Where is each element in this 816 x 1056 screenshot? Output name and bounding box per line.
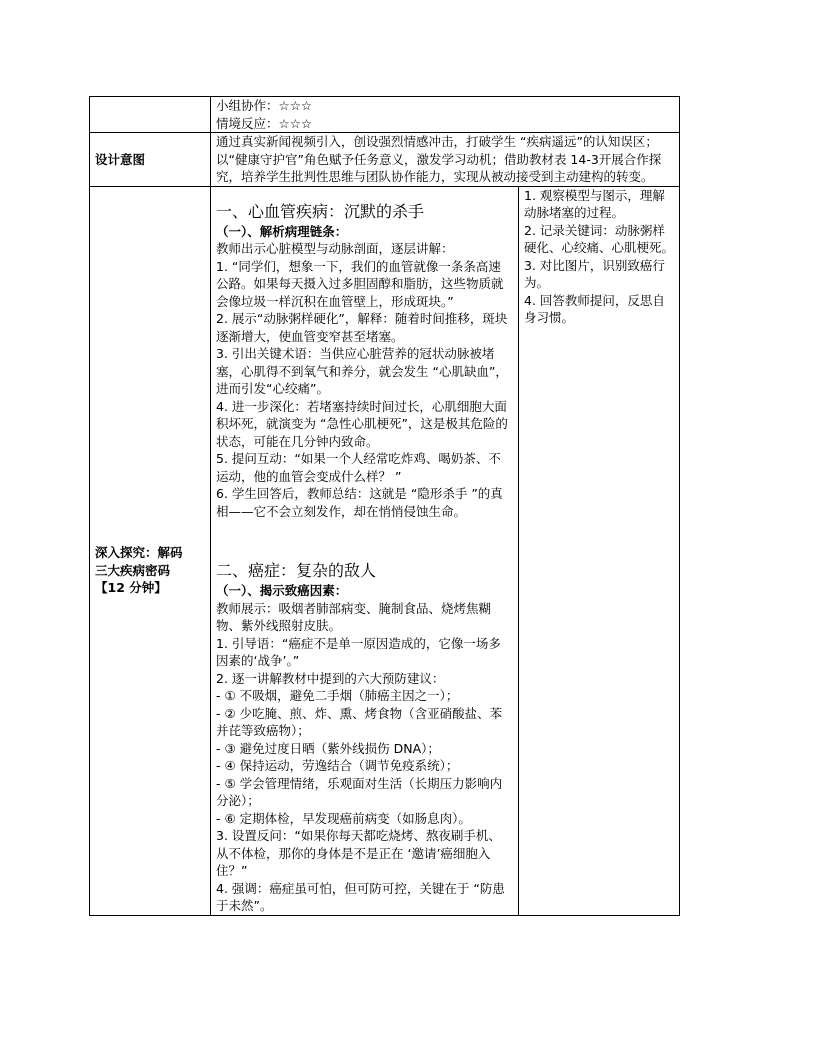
main-activity-label-line: 深入探究：解码 — [95, 545, 183, 561]
main-activity-row — [90, 186, 680, 915]
student-activity-item: 2. 记录关键词：动脉粥样硬化、心绞痛、心肌梗死。 — [524, 222, 675, 255]
main-activity-label — [90, 186, 211, 915]
section-spacer — [216, 520, 513, 546]
section2-line: - ① 不吸烟，避免二手烟（肺癌主因之一）； — [216, 688, 459, 703]
section2-heading: 二、癌症：复杂的敌人 — [216, 561, 377, 580]
section2-line: - ② 少吃腌、煎、炸、熏、烤食物（含亚硝酸盐、苯并芘等致癌物）； — [216, 705, 503, 738]
section1-subheading: （一）、解析病理链条： — [216, 223, 348, 239]
student-activity-item: 1. 观察模型与图示，理解动脉堵塞的过程。 — [524, 187, 665, 220]
rating-teamwork: 小组协作：☆☆☆ — [216, 98, 313, 113]
section1-line: 6. 学生回答后，教师总结：这就是 “隐形杀手 ”的真相——它不会立刻发作，却在悄悄侵蚀生命。 — [216, 486, 503, 519]
ratings-label-cell — [90, 97, 211, 133]
student-activity-item: 4. 回答教师提问，反思自身习惯。 — [524, 292, 665, 325]
section1-line: 4. 进一步深化：若堵塞持续时间过长，心肌细胞大面积坏死，就演变为 “急性心肌梗死”，这是极其危险的状态，可能在几分钟内致命。 — [216, 398, 508, 449]
design-intent-row — [90, 133, 680, 187]
section2-line: 3. 设置反问：“如果你每天都吃烧烤、熬夜刷手机、从不体检，那你的身体是不是正在 ‘邀请’癌细胞入住？” — [216, 828, 501, 878]
ratings-row — [90, 97, 680, 133]
section2-line: 教师展示：吸烟者肺部病变、腌制食品、烧烤焦糊物、紫外线照射皮肤。 — [216, 600, 492, 633]
rating-situation-response: 情境反应：☆☆☆ — [216, 115, 313, 131]
section1-line: 3. 引出关键术语：当供应心脏营养的冠状动脉被堵塞，心肌得不到氧气和养分，就会发生 “心肌缺血”，进而引发“心绞痛”。 — [216, 346, 508, 396]
section1-line: 1. “同学们，想象一下，我们的血管就像一条条高速公路。如果每天摄入过多胆固醇和脂肪，这些物质就会像垃圾一样沉积在血管壁上，形成斑块。” — [216, 258, 504, 309]
section2-line: 4. 强调：癌症虽可怕，但可防可控，关键在于 “防患于未然”。 — [216, 880, 505, 913]
section2-line: - ⑤ 学会管理情绪，乐观面对生活（长期压力影响内分泌）； — [216, 775, 503, 808]
ratings-cell — [211, 97, 680, 133]
main-activity-label-line: 三大疾病密码 — [95, 562, 171, 578]
section2-line: 1. 引导语：“癌症不是单一原因造成的，它像一场多因素的‘战争’。” — [216, 635, 501, 668]
section1-line: 教师出示心脏模型与动脉剖面，逐层讲解： — [216, 241, 454, 256]
section2-subheading: （一）、揭示致癌因素： — [216, 583, 348, 598]
section2-line: - ④ 保持运动，劳逸结合（调节免疫系统）； — [216, 758, 459, 773]
main-activity-label-line: 【12 分钟】 — [95, 580, 167, 596]
section1-line: 5. 提问互动：“如果一个人经常吃炸鸡、喝奶茶、不运动，他的血管会变成什么样？ ” — [216, 451, 501, 484]
design-intent-text: 通过真实新闻视频引入，创设强烈情感冲击，打破学生 “疾病遥远”的认知误区；以“健康守护官”角色赋予任务意义，激发学习动机；借助教材表 14-3开展合作探究，培养学生批判性思维与团队协作能力，实现从被动接受到主动建构的转变。 — [211, 133, 680, 187]
student-activity-cell — [519, 186, 680, 915]
section2-line: - ⑥ 定期体检，早发现癌前病变（如肠息肉）。 — [216, 810, 471, 826]
section2-line: - ③ 避免过度日晒（紫外线损伤 DNA）； — [216, 740, 440, 756]
section1-line: 2. 展示“动脉粥样硬化”，解释：随着时间推移，斑块逐渐增大，使血管变窄甚至堵塞。 — [216, 311, 508, 344]
section1-heading: 一、心血管疾病：沉默的杀手 — [216, 201, 425, 221]
design-intent-label: 设计意图 — [90, 133, 211, 187]
student-activity-item: 3. 对比图片，识别致癌行为。 — [524, 257, 665, 290]
lesson-plan-table — [89, 96, 680, 916]
teacher-activity-cell — [211, 186, 519, 915]
section2-line: 2. 逐一讲解教材中提到的六大预防建议： — [216, 670, 445, 686]
